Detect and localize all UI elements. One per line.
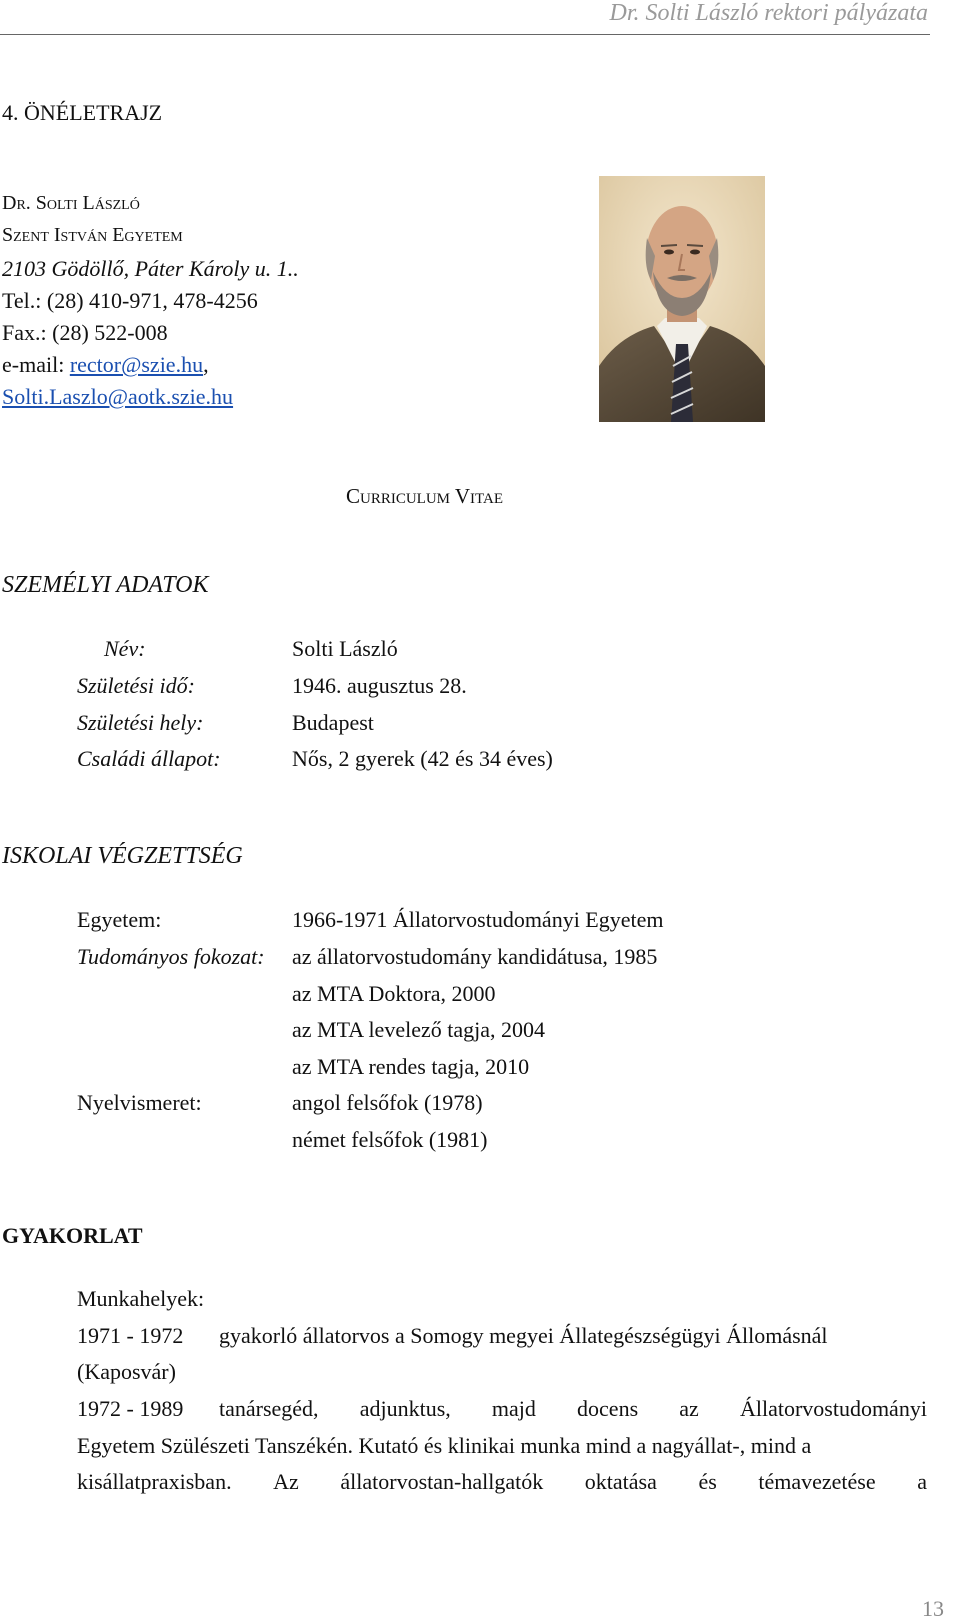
job2-word: docens <box>577 1396 639 1421</box>
practice-heading: GYAKORLAT <box>2 1223 143 1248</box>
job1-years: 1971 - 1972 <box>77 1323 184 1348</box>
job2-word: a <box>917 1469 927 1494</box>
job2-word: majd <box>491 1396 536 1421</box>
job2-word: és <box>698 1469 717 1494</box>
language-item: angol felsőfok (1978) <box>292 1090 483 1115</box>
personal-label-name: Név: <box>104 636 146 661</box>
job2-word: oktatása <box>584 1469 657 1494</box>
job2-line-2: Egyetem Szülészeti Tanszékén. Kutató és klinikai munka mind a nagyállat-, mind a <box>77 1433 812 1458</box>
degree-item: az MTA Doktora, 2000 <box>292 981 496 1006</box>
email-link-rector[interactable]: rector@szie.hu <box>69 352 204 377</box>
personal-value-family: Nős, 2 gyerek (42 és 34 éves) <box>292 746 553 771</box>
job2-years: 1972 - 1989 <box>77 1396 184 1421</box>
degree-item: az állatorvostudomány kandidátusa, 1985 <box>292 944 658 969</box>
job2-word: témavezetése <box>758 1469 876 1494</box>
portrait-photo <box>599 176 765 422</box>
personal-value-name: Solti László <box>292 636 398 661</box>
email-label: e-mail: <box>2 352 65 377</box>
job2-word: az <box>679 1396 699 1421</box>
job2-word: Az <box>273 1469 299 1494</box>
name: Solti László <box>35 192 140 214</box>
job2-word: állatorvostan-hallgatók <box>340 1469 544 1494</box>
personal-value-birthdate: 1946. augusztus 28. <box>292 673 467 698</box>
education-value-university: 1966-1971 Állatorvostudományi Egyetem <box>292 907 664 932</box>
education-heading: ISKOLAI VÉGZETTSÉG <box>2 843 243 869</box>
job1-text: gyakorló állatorvos a Somogy megyei Állategészségügyi Állomásnál <box>219 1323 828 1348</box>
personal-value-birthplace: Budapest <box>292 710 374 735</box>
education-label-degree: Tudományos fokozat: <box>77 944 265 969</box>
contact-address: 2103 Gödöllő, Páter Károly u. 1.. <box>2 256 299 281</box>
personal-label-family: Családi állapot: <box>77 746 221 771</box>
chapter-title: 4. ÖNÉLETRAJZ <box>2 100 163 125</box>
email-separator: , <box>203 352 209 377</box>
job2-line-1 <box>219 1396 927 1422</box>
contact-email-line-2 <box>2 384 233 410</box>
contact-name <box>2 192 140 215</box>
job2-word: Állatorvostudományi <box>739 1396 927 1421</box>
job1-continuation: (Kaposvár) <box>77 1359 176 1384</box>
contact-fax: Fax.: (28) 522-008 <box>2 320 168 345</box>
header-rule <box>0 34 930 35</box>
workplaces-label: Munkahelyek: <box>77 1286 205 1311</box>
degree-item: az MTA levelező tagja, 2004 <box>292 1017 545 1042</box>
education-label-language: Nyelvismeret: <box>77 1090 202 1115</box>
job2-line-3 <box>77 1469 927 1495</box>
contact-institution: Szent István Egyetem <box>2 224 183 246</box>
personal-label-birthdate: Születési idő: <box>77 673 195 698</box>
personal-label-birthplace: Születési hely: <box>77 710 204 735</box>
running-header-title: Dr. Solti László rektori pályázata <box>609 0 928 26</box>
email-link-personal[interactable]: Solti.Laszlo@aotk.szie.hu <box>2 384 234 409</box>
language-item: német felsőfok (1981) <box>292 1127 488 1152</box>
degree-item: az MTA rendes tagja, 2010 <box>292 1054 530 1079</box>
job2-word: kisállatpraxisban. <box>77 1469 232 1494</box>
contact-email-line <box>2 352 209 378</box>
cv-title: Curriculum Vitae <box>346 484 504 508</box>
name-prefix: Dr. <box>2 192 31 214</box>
job2-word: tanársegéd, <box>219 1396 319 1421</box>
page-number: 13 <box>922 1596 944 1621</box>
education-label-university: Egyetem: <box>77 907 162 932</box>
job2-word: adjunktus, <box>359 1396 451 1421</box>
contact-phone: Tel.: (28) 410-971, 478-4256 <box>2 288 258 313</box>
personal-heading: SZEMÉLYI ADATOK <box>2 572 209 598</box>
